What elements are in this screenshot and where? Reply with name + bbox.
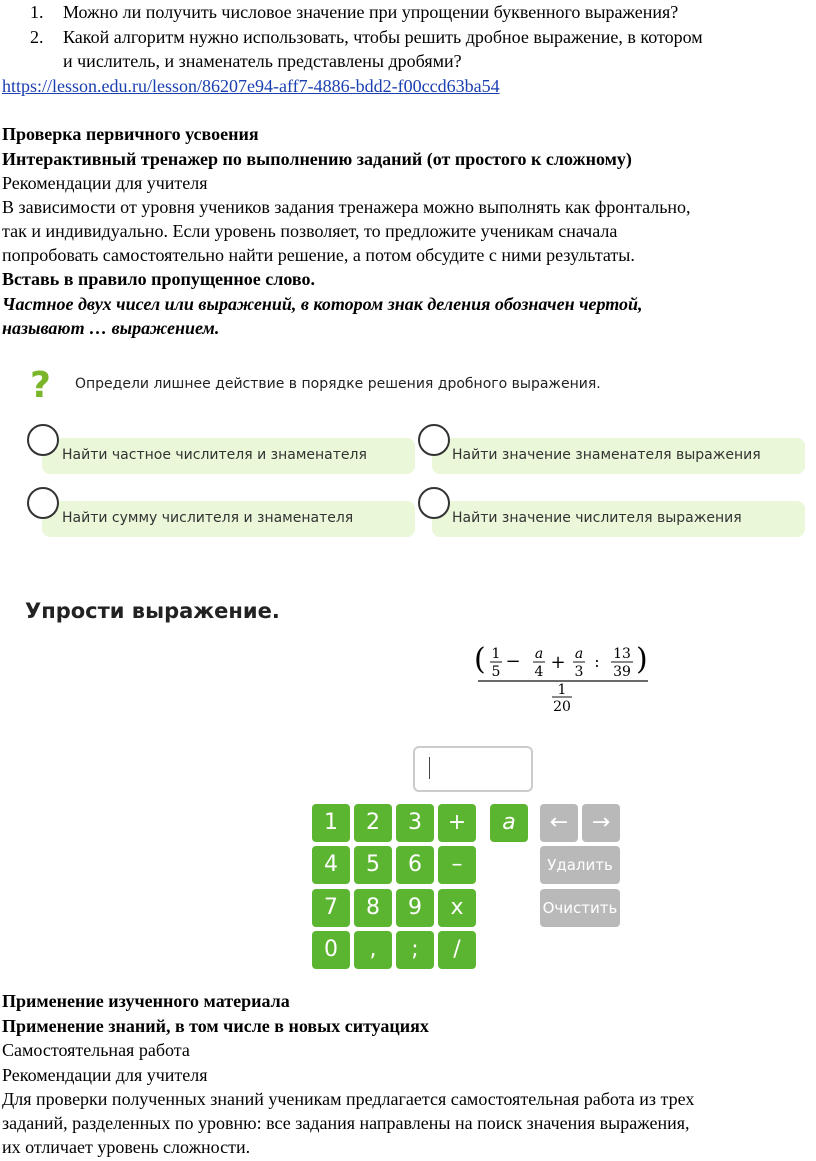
right-paren: ) xyxy=(636,642,648,677)
key-8[interactable]: 8 xyxy=(354,889,392,927)
key-variable-a[interactable]: a xyxy=(490,804,528,842)
fraction-denominator: 4 xyxy=(534,664,544,680)
left-paren: ( xyxy=(474,642,486,677)
radio-button[interactable] xyxy=(418,487,450,519)
section-subheading: Применение знаний, в том числе в новых ситуациях xyxy=(2,1016,429,1036)
radio-button[interactable] xyxy=(418,424,450,456)
section-heading: Применение изученного материала xyxy=(2,991,290,1011)
plus-sign: + xyxy=(550,652,566,673)
section-subheading: Интерактивный тренажер по выполнению заданий (от простого к сложному) xyxy=(2,149,632,169)
fraction-denominator: 3 xyxy=(574,664,584,680)
fraction-numerator: a xyxy=(574,646,584,662)
key-0[interactable]: 0 xyxy=(312,931,350,969)
fraction-numerator: 1 xyxy=(491,646,501,662)
quiz-option-label: Найти значение знаменателя выражения xyxy=(452,447,761,463)
rule-line: называют … выражением. xyxy=(2,318,220,338)
paragraph-line: их отличает уровень сложности. xyxy=(2,1137,251,1157)
list-text: Какой алгоритм нужно использовать, чтобы решить дробное выражение, в котором xyxy=(63,27,703,47)
delete-button[interactable]: Удалить xyxy=(540,846,620,884)
right-arrow-key[interactable]: → xyxy=(582,804,620,842)
key-4[interactable]: 4 xyxy=(312,846,350,884)
list-number: 2. xyxy=(30,27,44,47)
outer-denominator: 20 xyxy=(553,699,571,715)
fraction-numerator: a xyxy=(534,646,544,662)
simplify-title: Упрости выражение. xyxy=(25,599,280,623)
paragraph-line: заданий, разделенных по уровню: все задания направлены на поиск значения выражения, xyxy=(2,1113,690,1133)
quiz-option[interactable] xyxy=(432,501,805,537)
list-text: Можно ли получить числовое значение при упрощении буквенного выражения? xyxy=(63,2,679,22)
outer-numerator: 1 xyxy=(557,682,567,698)
key-semicolon[interactable]: ; xyxy=(396,931,434,969)
list-text: и числитель, и знаменатель представлены дробями? xyxy=(63,51,462,71)
text-cursor xyxy=(429,757,430,779)
key-plus[interactable]: + xyxy=(438,804,476,842)
paragraph-line: Для проверки полученных знаний ученикам предлагается самостоятельная работа из трех xyxy=(2,1089,695,1109)
division-sign: : xyxy=(594,652,600,671)
quiz-widget xyxy=(0,360,816,550)
key-5[interactable]: 5 xyxy=(354,846,392,884)
key-2[interactable]: 2 xyxy=(354,804,392,842)
paragraph-line: так и индивидуально. Если уровень позволяет, то предложите ученикам сначала xyxy=(2,221,618,241)
key-7[interactable]: 7 xyxy=(312,889,350,927)
key-comma[interactable]: , xyxy=(354,931,392,969)
key-6[interactable]: 6 xyxy=(396,846,434,884)
lesson-link[interactable]: https://lesson.edu.ru/lesson/86207e94-aff7-4886-bdd2-f00ccd63ba54 xyxy=(2,76,500,96)
left-arrow-key[interactable]: ← xyxy=(540,804,578,842)
minus-sign: − xyxy=(505,651,521,672)
fraction-numerator: 13 xyxy=(613,646,631,662)
clear-button[interactable]: Очистить xyxy=(540,889,620,927)
fraction-denominator: 5 xyxy=(491,664,501,680)
quiz-option-label: Найти частное числителя и знаменателя xyxy=(62,447,367,463)
teacher-recommendations-label: Рекомендации для учителя xyxy=(2,1065,208,1085)
key-multiply[interactable]: x xyxy=(438,889,476,927)
fraction-denominator: 39 xyxy=(613,664,631,680)
section-heading: Проверка первичного усвоения xyxy=(2,124,259,144)
key-minus[interactable]: – xyxy=(438,846,476,884)
answer-input[interactable] xyxy=(413,746,533,792)
quiz-option-label: Найти значение числителя выражения xyxy=(452,510,742,526)
fraction-expression xyxy=(470,636,660,716)
paragraph-line: В зависимости от уровня учеников задания тренажера можно выполнять как фронтально, xyxy=(2,197,691,217)
quiz-option-label: Найти сумму числителя и знаменателя xyxy=(62,510,354,526)
list-number: 1. xyxy=(30,2,44,22)
paragraph-line: попробовать самостоятельно найти решение, а потом обсудите с ними результаты. xyxy=(2,245,635,265)
task-text: Вставь в правило пропущенное слово. xyxy=(2,269,315,289)
key-9[interactable]: 9 xyxy=(396,889,434,927)
question-mark-icon: ? xyxy=(30,365,51,406)
radio-button[interactable] xyxy=(27,487,59,519)
quiz-option[interactable] xyxy=(42,438,415,474)
quiz-question: Определи лишнее действие в порядке решения дробного выражения. xyxy=(75,376,601,392)
radio-button[interactable] xyxy=(27,424,59,456)
quiz-option[interactable] xyxy=(42,501,415,537)
key-3[interactable]: 3 xyxy=(396,804,434,842)
key-1[interactable]: 1 xyxy=(312,804,350,842)
independent-work-label: Самостоятельная работа xyxy=(2,1040,190,1060)
quiz-option[interactable] xyxy=(432,438,805,474)
rule-line: Частное двух чисел или выражений, в котором знак деления обозначен чертой, xyxy=(2,294,643,314)
key-slash[interactable]: / xyxy=(438,931,476,969)
teacher-recommendations-label: Рекомендации для учителя xyxy=(2,173,208,193)
